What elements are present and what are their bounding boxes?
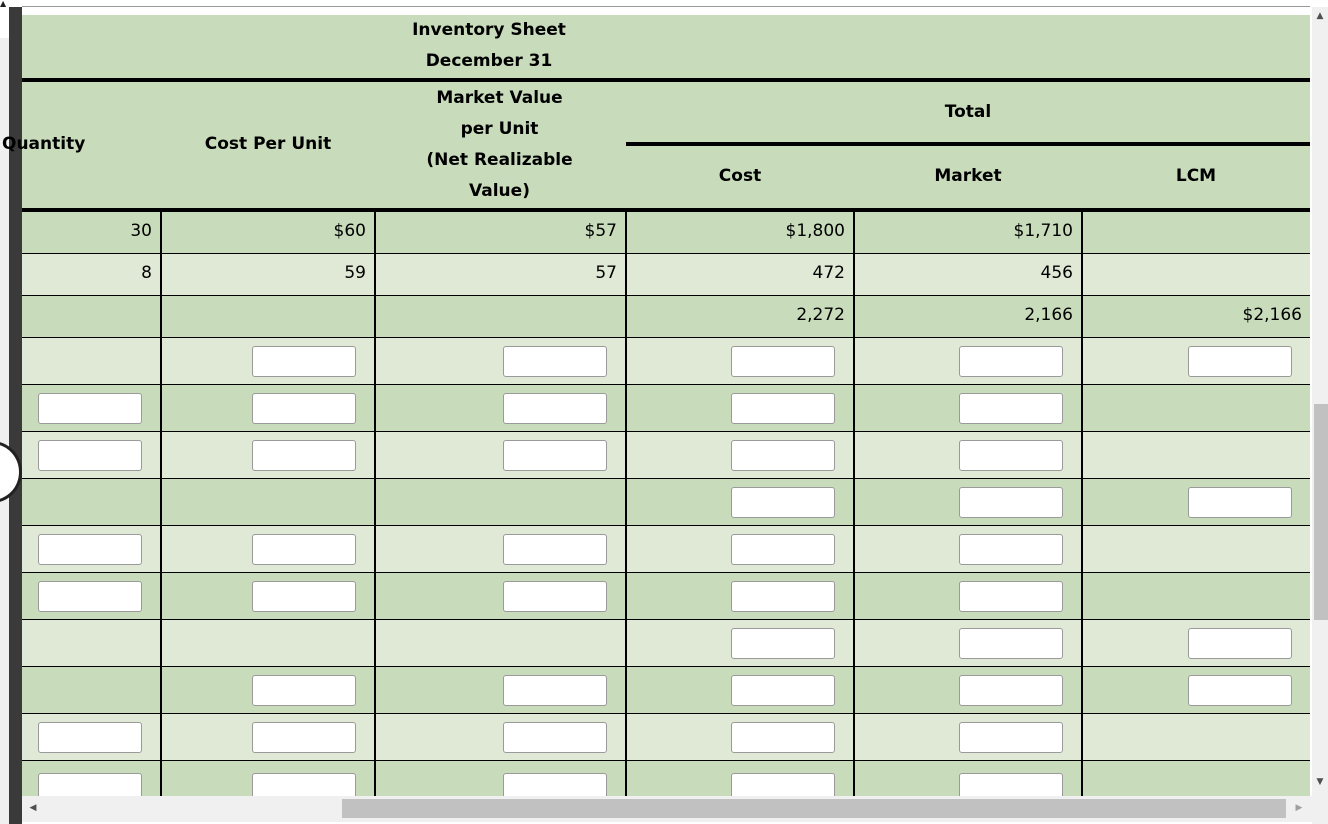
table-row [22, 573, 1310, 620]
input-quantity[interactable] [38, 440, 142, 471]
header-market-value-line1: Market Value [436, 88, 563, 108]
input-lcm[interactable] [1188, 346, 1292, 377]
header-market-value-line2: per Unit [460, 119, 539, 139]
scrollbar-corner [1312, 796, 1328, 824]
cell-market: 2,166 [1024, 305, 1073, 325]
input-cost[interactable] [731, 393, 835, 424]
vertical-scrollbar[interactable] [1312, 7, 1328, 796]
input-quantity[interactable] [38, 534, 142, 565]
column-divider [853, 212, 855, 815]
input-cost[interactable] [731, 581, 835, 612]
table-row [22, 526, 1310, 573]
cell-quantity: 8 [141, 263, 152, 283]
input-cost-per-unit[interactable] [252, 440, 356, 471]
scroll-left-arrow-icon[interactable]: ◀ [29, 803, 37, 813]
sheet-title: Inventory Sheet [412, 20, 566, 40]
input-cost-per-unit[interactable] [252, 534, 356, 565]
scroll-up-tick-icon: ▲ [0, 0, 7, 8]
input-lcm[interactable] [1188, 487, 1292, 518]
input-market[interactable] [959, 346, 1063, 377]
input-market-value[interactable] [503, 534, 607, 565]
cell-cost-per-unit: 59 [344, 263, 366, 283]
title-divider [22, 78, 1310, 82]
input-market[interactable] [959, 675, 1063, 706]
column-divider [374, 212, 376, 815]
cell-market-value [374, 296, 617, 338]
cell-cost: 2,272 [796, 305, 845, 325]
input-market[interactable] [959, 440, 1063, 471]
scroll-right-arrow-icon[interactable]: ▶ [1295, 803, 1303, 813]
input-market-value[interactable] [503, 675, 607, 706]
cell-cost-per-unit [160, 296, 366, 338]
input-lcm[interactable] [1188, 675, 1292, 706]
cell-cost: 472 [812, 263, 845, 283]
input-cost[interactable] [731, 628, 835, 659]
cell-quantity [22, 296, 152, 338]
cell-market-value: 57 [595, 263, 617, 283]
input-cost-per-unit[interactable] [252, 722, 356, 753]
input-cost[interactable] [731, 534, 835, 565]
input-market-value[interactable] [503, 722, 607, 753]
input-cost-per-unit[interactable] [252, 675, 356, 706]
cell-market: 456 [1040, 263, 1073, 283]
input-market-value[interactable] [503, 440, 607, 471]
sheet-date: December 31 [425, 51, 553, 71]
input-cost[interactable] [731, 346, 835, 377]
input-cost[interactable] [731, 722, 835, 753]
cell-lcm [1081, 254, 1302, 296]
header-market: Market [934, 166, 1002, 186]
vertical-scroll-thumb[interactable] [1314, 404, 1328, 620]
header-quantity: Quantity [2, 134, 86, 154]
input-market[interactable] [959, 581, 1063, 612]
input-quantity[interactable] [38, 722, 142, 753]
input-cost[interactable] [731, 440, 835, 471]
input-cost-per-unit[interactable] [252, 581, 356, 612]
header-total: Total [944, 102, 992, 122]
input-market[interactable] [959, 487, 1063, 518]
scroll-up-arrow-icon[interactable]: ▲ [1316, 11, 1324, 21]
column-divider [160, 212, 162, 815]
input-cost-per-unit[interactable] [252, 393, 356, 424]
input-market[interactable] [959, 628, 1063, 659]
table-row [22, 432, 1310, 479]
cell-market: $1,710 [1013, 221, 1073, 241]
header-market-value-line4: Value) [469, 181, 530, 201]
cell-market-value: $57 [584, 221, 617, 241]
horizontal-scroll-thumb[interactable] [342, 799, 1286, 818]
input-market-value[interactable] [503, 393, 607, 424]
cell-quantity: 30 [130, 221, 152, 241]
cell-cost: $1,800 [785, 221, 845, 241]
inventory-sheet [2, 15, 1310, 815]
table-row [22, 620, 1310, 667]
input-market-value[interactable] [503, 346, 607, 377]
input-market[interactable] [959, 722, 1063, 753]
cell-lcm: $2,166 [1242, 305, 1302, 325]
cell-cost-per-unit: $60 [333, 221, 366, 241]
input-cost[interactable] [731, 487, 835, 518]
cell-lcm [1081, 212, 1302, 254]
input-cost[interactable] [731, 675, 835, 706]
input-cost-per-unit[interactable] [252, 346, 356, 377]
header-cost-per-unit: Cost Per Unit [204, 134, 332, 154]
input-lcm[interactable] [1188, 628, 1292, 659]
scroll-down-arrow-icon[interactable]: ▼ [1316, 777, 1324, 787]
column-divider [625, 212, 627, 815]
total-divider [626, 142, 1310, 146]
header-cost: Cost [718, 166, 762, 186]
header-lcm: LCM [1175, 166, 1217, 186]
table-row [22, 385, 1310, 432]
top-border [22, 6, 1310, 7]
input-market-value[interactable] [503, 581, 607, 612]
input-market[interactable] [959, 393, 1063, 424]
input-quantity[interactable] [38, 581, 142, 612]
table-row [22, 338, 1310, 385]
input-market[interactable] [959, 534, 1063, 565]
column-divider [1081, 212, 1083, 815]
table-row [22, 714, 1310, 761]
input-quantity[interactable] [38, 393, 142, 424]
header-market-value-line3: (Net Realizable [426, 150, 573, 170]
table-row [22, 479, 1310, 526]
table-row [22, 667, 1310, 714]
